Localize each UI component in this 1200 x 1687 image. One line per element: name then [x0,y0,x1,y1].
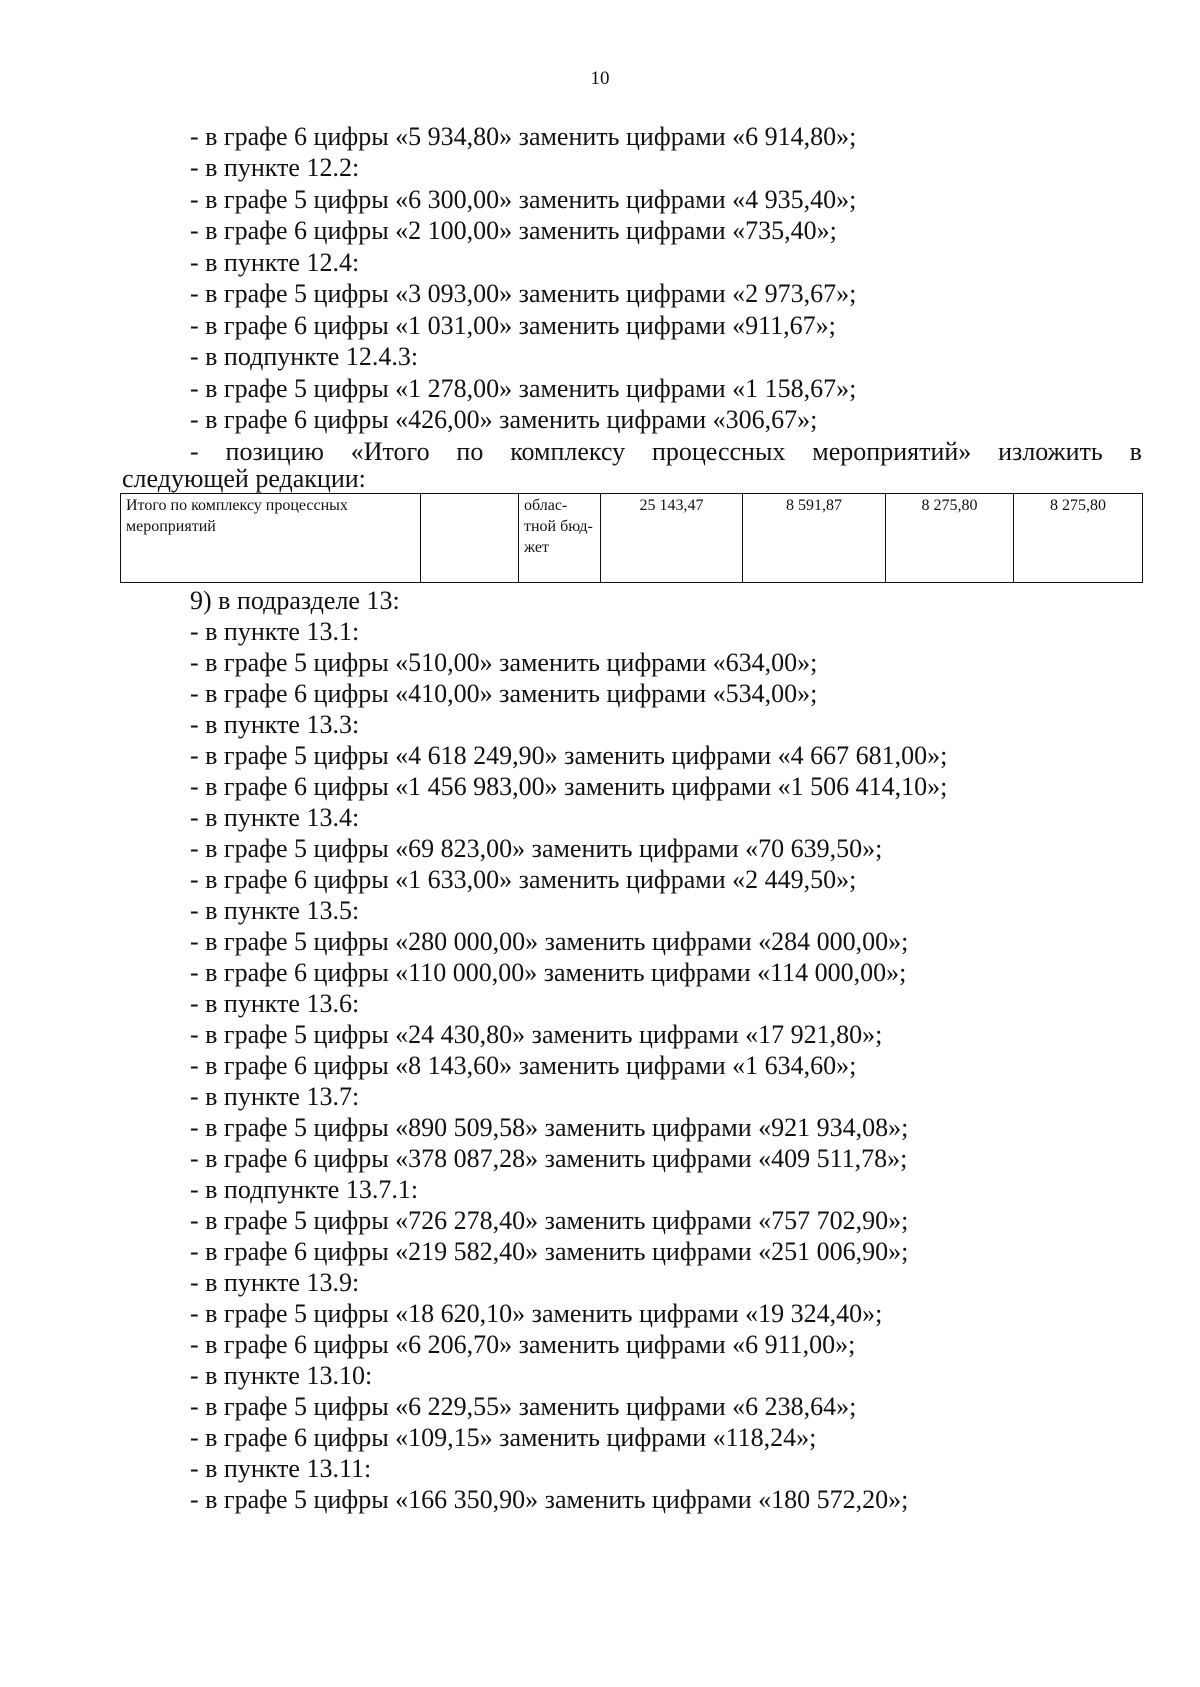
amendment-line: - в графе 5 цифры «18 620,10» заменить цифрами «19 324,40»; [190,1299,883,1328]
table-row [121,494,1143,583]
amendment-line: - в графе 5 цифры «166 350,90» заменить цифрами «180 572,20»; [190,1485,909,1514]
amendment-line: - в графе 5 цифры «890 509,58» заменить цифрами «921 934,08»; [190,1113,909,1142]
amendment-line: - в пункте 13.5: [190,896,360,925]
amendment-line: - в графе 6 цифры «426,00» заменить цифрами «306,67»; [190,405,818,434]
amendment-line: - в пункте 13.6: [190,989,360,1018]
amendment-line: - в пункте 13.10: [190,1361,373,1390]
amendment-line: - в подпункте 13.7.1: [190,1175,419,1204]
amendment-line: - в графе 5 цифры «24 430,80» заменить цифрами «17 921,80»; [190,1020,883,1049]
position-word: комплексу [510,437,626,466]
position-word: мероприятий» [812,437,972,466]
amendment-line: - в пункте 13.1: [190,617,360,646]
amendment-line: - в графе 6 цифры «110 000,00» заменить цифрами «114 000,00»; [190,958,907,987]
amendment-line: - в пункте 13.3: [190,710,360,739]
amendment-line: - в графе 5 цифры «6 300,00» заменить цифрами «4 935,40»; [190,185,857,214]
position-word: «Итого [350,437,430,466]
summary-table [120,493,1143,583]
table-cell-empty [421,494,519,583]
page-number: 10 [590,68,610,89]
table-cell-value: 8 275,80 [886,494,1014,583]
position-word: по [456,437,484,466]
position-word: в [1129,437,1142,466]
amendment-line: - в графе 6 цифры «1 633,00» заменить цифрами «2 449,50»; [190,865,857,894]
amendment-line: - в пункте 13.11: [190,1454,372,1483]
amendment-line: - в подпункте 12.4.3: [190,342,419,371]
position-word: позицию [225,437,324,466]
amendment-line: - в графе 6 цифры «1 456 983,00» заменить цифрами «1 506 414,10»; [190,772,948,801]
amendment-line: - в графе 5 цифры «4 618 249,90» заменить цифрами «4 667 681,00»; [190,741,948,770]
amendment-line: - в графе 6 цифры «8 143,60» заменить цифрами «1 634,60»; [190,1051,857,1080]
table-cell-name: Итого по комплексу процессных мероприятий [121,494,421,583]
table-cell-source: облас-тной бюд-жет [519,494,601,583]
table-cell-value: 8 275,80 [1014,494,1143,583]
amendment-line: - в графе 5 цифры «3 093,00» заменить цифрами «2 973,67»; [190,279,857,308]
amendment-line: - в пункте 12.2: [190,153,360,182]
amendment-line: - в графе 6 цифры «6 206,70» заменить цифрами «6 911,00»; [190,1330,856,1359]
table-cell-value: 25 143,47 [601,494,743,583]
amendment-line: 9) в подразделе 13: [190,586,400,615]
position-line [190,437,1142,467]
amendment-line: - в пункте 13.7: [190,1082,360,1111]
position-word: изложить [998,437,1103,466]
position-word: - [190,437,199,466]
amendment-line: - в графе 6 цифры «1 031,00» заменить цифрами «911,67»; [190,311,836,340]
amendment-line: - в пункте 13.9: [190,1268,360,1297]
amendment-line: - в пункте 13.4: [190,803,360,832]
amendment-line: - в графе 5 цифры «1 278,00» заменить цифрами «1 158,67»; [190,374,857,403]
amendment-line: - в графе 6 цифры «109,15» заменить цифрами «118,24»; [190,1423,817,1452]
amendment-line: - в графе 6 цифры «2 100,00» заменить цифрами «735,40»; [190,216,837,245]
amendment-line: - в графе 6 цифры «219 582,40» заменить цифрами «251 006,90»; [190,1237,909,1266]
amendment-line: - в графе 5 цифры «510,00» заменить цифрами «634,00»; [190,648,818,677]
amendment-line: - в графе 6 цифры «5 934,80» заменить цифрами «6 914,80»; [190,122,857,151]
position-continuation: следующей редакции: [122,464,366,493]
amendment-line: - в графе 5 цифры «280 000,00» заменить цифрами «284 000,00»; [190,927,909,956]
amendment-line: - в графе 5 цифры «726 278,40» заменить цифрами «757 702,90»; [190,1206,909,1235]
amendment-line: - в графе 6 цифры «410,00» заменить цифрами «534,00»; [190,679,818,708]
amendment-line: - в графе 5 цифры «69 823,00» заменить цифрами «70 639,50»; [190,834,883,863]
amendment-line: - в пункте 12.4: [190,248,360,277]
position-word: процессных [651,437,786,466]
table-cell-value: 8 591,87 [743,494,886,583]
amendment-line: - в графе 6 цифры «378 087,28» заменить цифрами «409 511,78»; [190,1144,908,1173]
amendment-line: - в графе 5 цифры «6 229,55» заменить цифрами «6 238,64»; [190,1392,857,1421]
